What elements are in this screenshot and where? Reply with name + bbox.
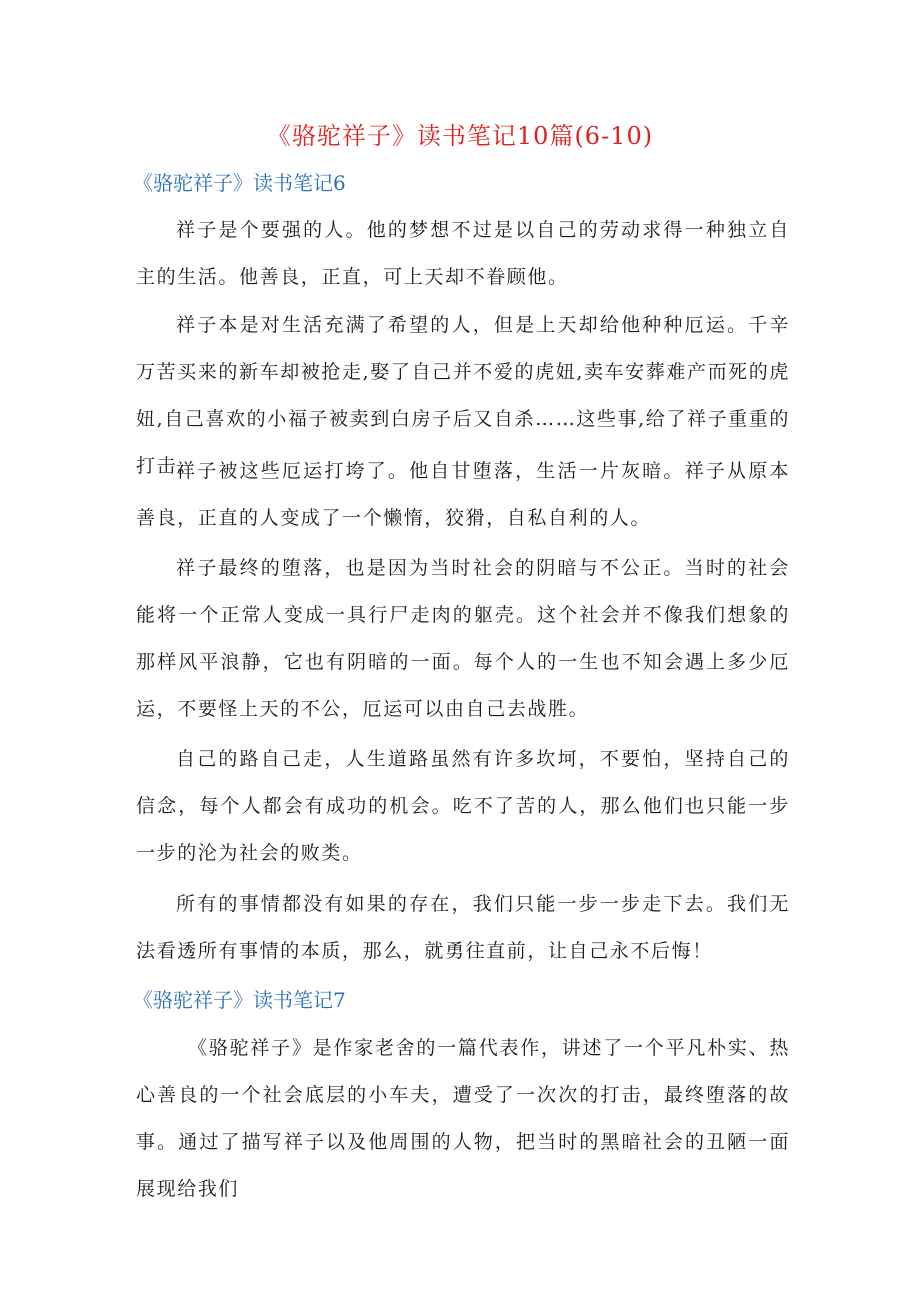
paragraph: 祥子是个要强的人。他的梦想不过是以自己的劳动求得一种独立自主的生活。他善良，正直，可上天却不眷顾他。 (136, 219, 790, 288)
section-heading-7: 《骆驼祥子》读书笔记7 (133, 988, 346, 1012)
document-title: 《骆驼祥子》读书笔记10篇(6-10) (266, 122, 654, 150)
section-heading-6: 《骆驼祥子》读书笔记6 (133, 171, 346, 195)
paragraph: 祥子最终的堕落，也是因为当时社会的阴暗与不公正。当时的社会能将一个正常人变成一具行尸走肉的躯壳。这个社会并不像我们想象的那样风平浪静，它也有阴暗的一面。每个人的一生也不知会遇上多少厄运，不要怪上天的不公，厄运可以由自己去战胜。 (136, 557, 790, 720)
paragraph: 祥子本是对生活充满了希望的人，但是上天却给他种种厄运。千辛万苦买来的新车却被抢走,娶了自己并不爱的虎妞,卖车安葬难产而死的虎妞,自己喜欢的小福子被卖到白房子后又自杀……这些事,给了祥子重重的打击。 (136, 314, 790, 477)
paragraph: 自己的路自己走，人生道路虽然有许多坎坷，不要怕，坚持自己的信念，每个人都会有成功的机会。吃不了苦的人，那么他们也只能一步一步的沦为社会的败类。 (136, 748, 790, 864)
paragraph: 祥子被这些厄运打垮了。他自甘堕落，生活一片灰暗。祥子从原本善良，正直的人变成了一个懒惰，狡猾，自私自利的人。 (136, 460, 790, 529)
paragraph: 《骆驼祥子》是作家老舍的一篇代表作，讲述了一个平凡朴实、热心善良的一个社会底层的小车夫，遭受了一次次的打击，最终堕落的故事。通过了描写祥子以及他周围的人物，把当时的黑暗社会的丑陋一面展现给我们 (136, 1037, 790, 1200)
paragraph: 所有的事情都没有如果的存在，我们只能一步一步走下去。我们无法看透所有事情的本质，那么，就勇往直前，让自己永不后悔！ (136, 893, 790, 962)
